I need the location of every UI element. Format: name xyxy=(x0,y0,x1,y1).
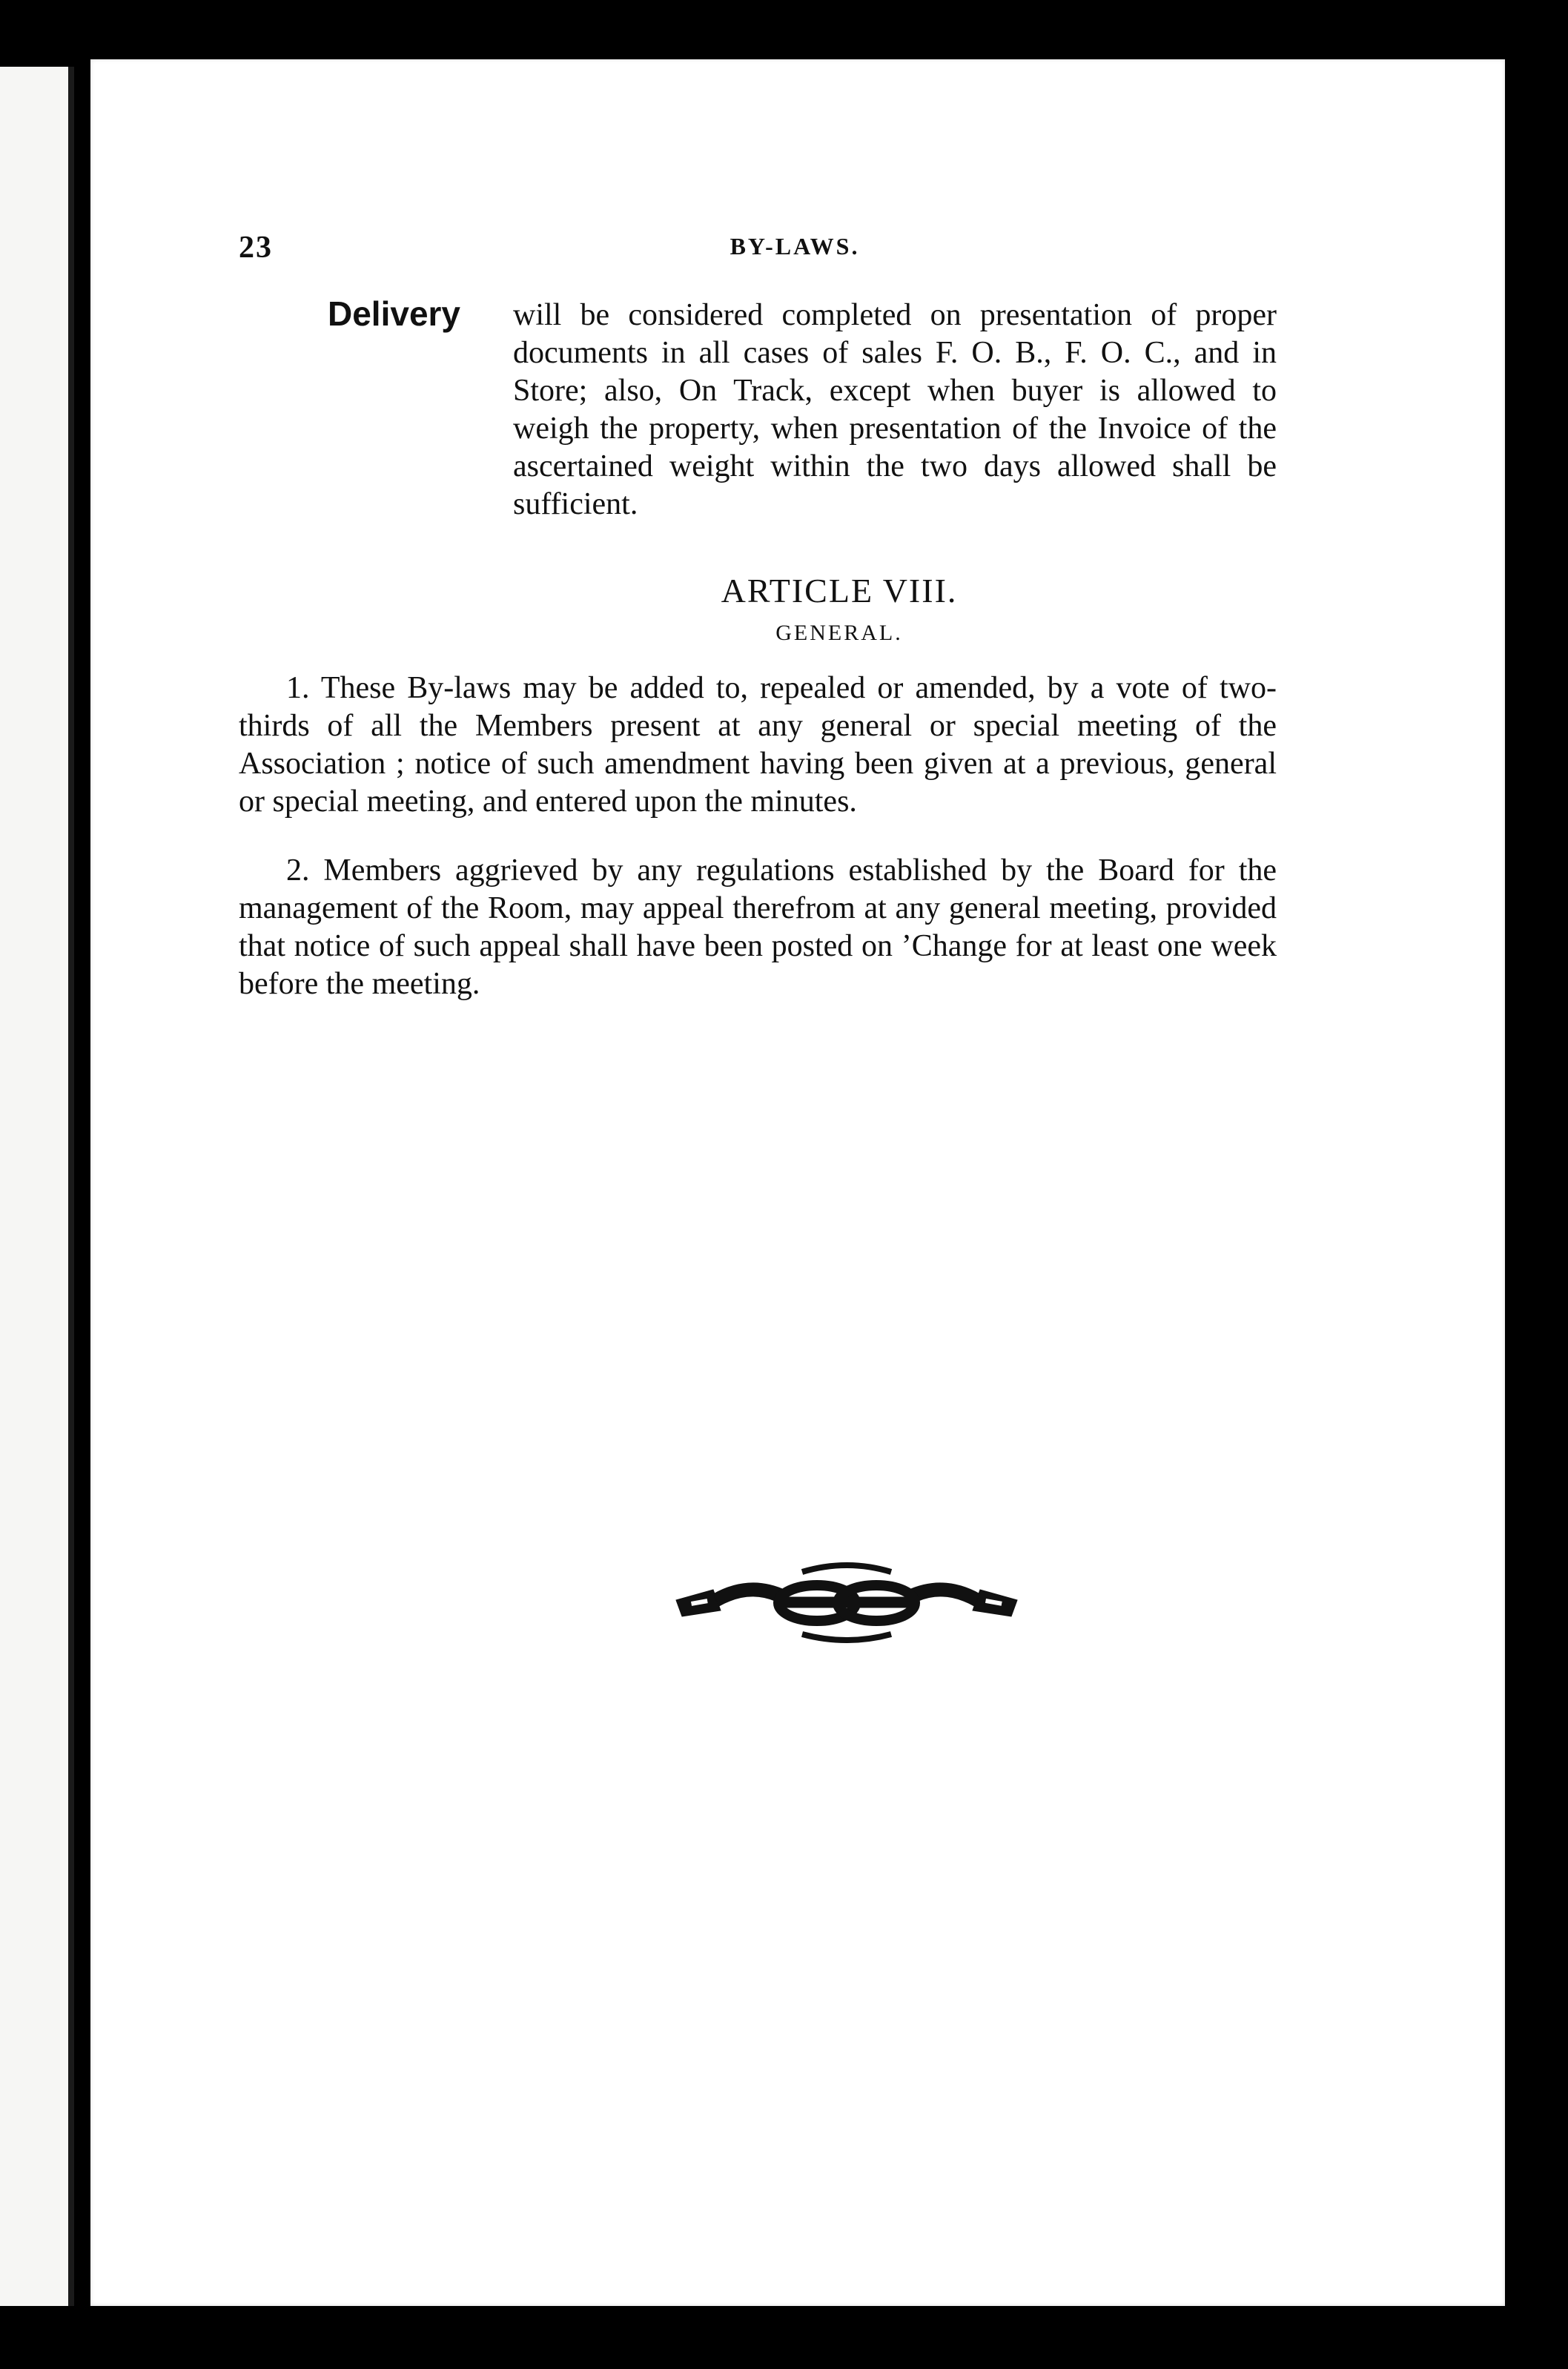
adjacent-page-edge xyxy=(0,67,74,2306)
page-content xyxy=(239,230,1351,1034)
running-head-title: BY-LAWS. xyxy=(730,233,860,260)
side-heading-delivery: Delivery xyxy=(328,294,461,333)
delivery-paragraph: will be considered completed on presentation of proper documents in all cases of sales F. O. B., F. O. C., and in Store; also, On Track, except when buyer is allowed to weigh the property, when presentation of the Invoice of the ascertained weight within the two days allowed shall be sufficient. xyxy=(513,298,1277,521)
running-head xyxy=(239,230,1351,282)
article-paragraph-2: 2. Members aggrieved by any regulations established by the Board for the management of the Room, may appeal therefrom at any general meeting, provided that notice of such appeal shall have been posted on ’Change for at least one week before the meeting. xyxy=(239,853,1277,1001)
page-number: 23 xyxy=(239,231,273,265)
delivery-section xyxy=(239,294,1351,558)
article-paragraph-1: 1. These By-laws may be added to, repealed or amended, by a vote of two-thirds of all the Members present at any general or special meeting of the Association ; notice of such amendment having been given at a previous, general or special meeting, and entered upon the minutes. xyxy=(239,671,1277,819)
article-title: ARTICLE VIII. xyxy=(721,572,958,609)
book-page xyxy=(90,59,1505,2306)
article-subtitle: GENERAL. xyxy=(775,621,903,645)
chain-link-ornament-icon xyxy=(669,1557,1025,1646)
